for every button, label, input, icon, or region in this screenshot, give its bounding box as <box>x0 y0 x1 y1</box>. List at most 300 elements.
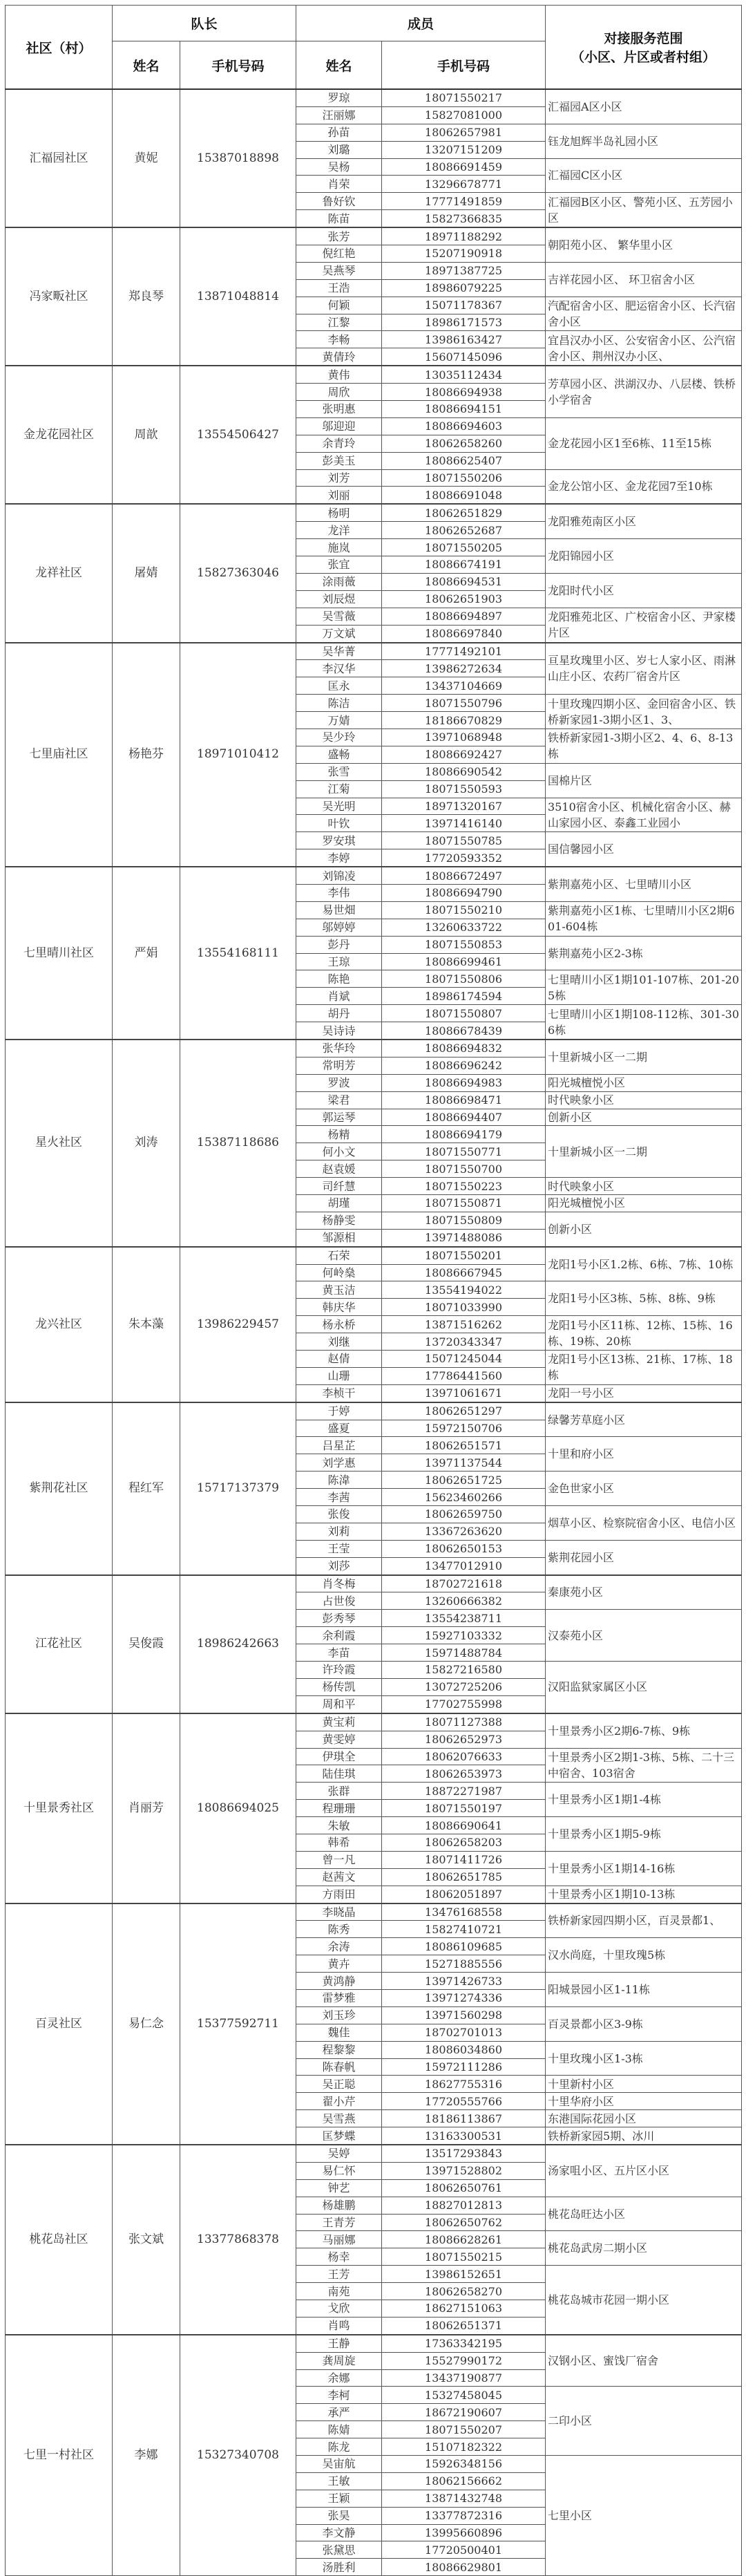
leader-name: 易仁念 <box>113 1903 180 2145</box>
member-phone: 18086697840 <box>382 625 546 642</box>
member-phone: 18086694531 <box>382 573 546 590</box>
member-name: 陈苗 <box>296 210 382 227</box>
member-phone: 15071178367 <box>382 297 546 314</box>
member-phone: 15972150706 <box>382 1420 546 1437</box>
member-name: 彭丹 <box>296 936 382 953</box>
member-phone: 13871432748 <box>382 2490 546 2507</box>
member-name: 刘玉珍 <box>296 2006 382 2024</box>
member-name: 陈洁 <box>296 695 382 712</box>
member-name: 司纤慧 <box>296 1178 382 1195</box>
service-area <box>546 1748 742 1783</box>
member-phone: 13207151209 <box>382 141 546 158</box>
community-name: 星火社区 <box>6 1040 113 1247</box>
member-name: 余娜 <box>296 2369 382 2387</box>
member-name: 石荣 <box>296 1247 382 1264</box>
member-phone: 15623460266 <box>382 1489 546 1506</box>
table-row <box>6 1903 742 1921</box>
member-phone: 18071550771 <box>382 1143 546 1160</box>
member-name: 张黛思 <box>296 2541 382 2559</box>
member-phone: 18071411726 <box>382 1851 546 1868</box>
member-phone: 18071550201 <box>382 1247 546 1264</box>
member-name: 盛夏 <box>296 1420 382 1437</box>
service-area-text: 龙阳雅苑南区小区 <box>548 515 637 529</box>
service-area <box>546 1195 742 1212</box>
member-phone: 13035112434 <box>382 366 546 383</box>
service-area-text: 吉祥花园小区、 环卫宿舍小区 <box>548 272 696 286</box>
service-area-text: 龙阳锦园小区 <box>548 549 615 563</box>
service-area-text: 二印小区 <box>548 2414 593 2428</box>
member-name: 何岭燊 <box>296 1264 382 1281</box>
member-phone: 18827012813 <box>382 2197 546 2214</box>
leader-phone: 15327340708 <box>180 2335 296 2576</box>
service-area <box>546 2456 742 2576</box>
member-phone: 18071550700 <box>382 1160 546 1178</box>
member-phone: 13476168558 <box>382 1903 546 1921</box>
service-area <box>546 936 742 970</box>
leader-phone: 13986229457 <box>180 1247 296 1402</box>
service-area <box>546 2006 742 2041</box>
service-area <box>546 2093 742 2110</box>
service-area <box>546 262 742 297</box>
leader-name: 肖丽芳 <box>113 1713 180 1903</box>
service-area-text: 铁桥新家园1-3期小区2、4、6、8-13栋 <box>548 731 734 761</box>
service-area-text: 十里景秀小区2期6-7栋、9栋 <box>548 1724 691 1738</box>
member-name: 汪丽娜 <box>296 106 382 124</box>
member-name: 胡瑾 <box>296 1195 382 1212</box>
service-area-text: 龙阳1号小区1.2栋、6栋、7栋、10栋 <box>548 1257 734 1271</box>
service-area-text: 芳草园小区、洪湖汉办、八层楼、铁桥小学宿舍 <box>548 377 736 407</box>
member-phone: 18062051897 <box>382 1886 546 1903</box>
member-name: 王青芳 <box>296 2214 382 2231</box>
service-area <box>546 469 742 504</box>
member-phone: 18086694407 <box>382 1109 546 1126</box>
member-name: 王莹 <box>296 1540 382 1557</box>
member-phone: 18071550809 <box>382 1212 546 1229</box>
service-area-text: 十里玫瑰小区1-3栋 <box>548 2051 643 2065</box>
table-row <box>6 1713 742 1731</box>
member-phone: 13163300531 <box>382 2127 546 2145</box>
leader-name: 程红军 <box>113 1402 180 1575</box>
member-phone: 18086694938 <box>382 384 546 401</box>
member-phone: 15207190918 <box>382 245 546 263</box>
service-area <box>546 1316 742 1351</box>
member-name: 李苗 <box>296 1644 382 1662</box>
member-name: 吴雪薇 <box>296 608 382 625</box>
service-area-text: 国信馨园小区 <box>548 843 615 856</box>
member-name: 龚周旋 <box>296 2352 382 2369</box>
member-name: 刘芳 <box>296 469 382 487</box>
member-name: 吴雪燕 <box>296 2110 382 2127</box>
service-area <box>546 1247 742 1281</box>
member-phone: 18086690542 <box>382 763 546 780</box>
service-area-text: 十里和府小区 <box>548 1447 615 1461</box>
member-phone: 13367263620 <box>382 1523 546 1540</box>
member-phone: 13554194022 <box>382 1281 546 1299</box>
service-area <box>546 832 742 867</box>
member-phone: 18062651725 <box>382 1472 546 1489</box>
member-phone: 15971488784 <box>382 1644 546 1662</box>
community-name: 七里庙社区 <box>6 643 113 867</box>
member-name: 江菊 <box>296 780 382 798</box>
service-area <box>546 1437 742 1472</box>
community-name: 紫荆花社区 <box>6 1402 113 1575</box>
member-phone: 18071550217 <box>382 89 546 106</box>
member-name: 万文斌 <box>296 625 382 642</box>
service-area <box>546 366 742 417</box>
member-name: 雷梦雅 <box>296 1989 382 2006</box>
service-area-text: 阳光城檀悦小区 <box>548 1196 626 1210</box>
member-name: 罗安琪 <box>296 832 382 849</box>
member-phone: 18062652687 <box>382 522 546 539</box>
member-name: 韩希 <box>296 1834 382 1851</box>
member-phone: 18086694179 <box>382 1126 546 1143</box>
member-name: 肖鸣 <box>296 2317 382 2334</box>
service-area <box>546 2335 742 2387</box>
member-name: 余涛 <box>296 1938 382 1955</box>
service-area-text: 桃花岛城市花园一期小区 <box>548 2293 670 2306</box>
member-name: 黄伟 <box>296 366 382 383</box>
service-area <box>546 643 742 695</box>
leader-phone: 13871048814 <box>180 227 296 366</box>
leader-name: 张文斌 <box>113 2145 180 2335</box>
member-name: 刘丽 <box>296 487 382 504</box>
member-name: 杨永桥 <box>296 1316 382 1333</box>
service-area <box>546 539 742 574</box>
member-phone: 18071127388 <box>382 1713 546 1731</box>
service-area <box>546 1662 742 1713</box>
service-area-text: 秦康苑小区 <box>548 1586 604 1599</box>
member-phone: 15071245044 <box>382 1351 546 1368</box>
service-area <box>546 970 742 1005</box>
member-phone: 18071033990 <box>382 1299 546 1316</box>
member-phone: 17771491859 <box>382 193 546 210</box>
member-phone: 13986152651 <box>382 2266 546 2283</box>
member-phone: 18086628261 <box>382 2231 546 2248</box>
service-area-text: 十里景秀小区1期5-9栋 <box>548 1827 661 1841</box>
service-area <box>546 798 742 832</box>
service-area-text: 阳城景园小区1-11栋 <box>548 1982 650 1996</box>
member-phone: 18071550197 <box>382 1800 546 1817</box>
member-name: 杨明 <box>296 504 382 521</box>
member-phone: 18062651297 <box>382 1402 546 1420</box>
service-area <box>546 608 742 642</box>
service-area-text: 创新小区 <box>548 1222 593 1236</box>
service-area-text: 桃花岛旺达小区 <box>548 2207 626 2221</box>
member-name: 李畅 <box>296 331 382 348</box>
member-phone: 18186113867 <box>382 2110 546 2127</box>
service-area <box>546 1610 742 1662</box>
leader-name: 朱本藻 <box>113 1247 180 1402</box>
member-phone: 18062653973 <box>382 1765 546 1783</box>
service-area-text: 龙阳雅苑北区、广校宿舍小区、尹家楼片区 <box>548 610 736 640</box>
leader-name: 刘涛 <box>113 1040 180 1247</box>
service-area-text: 金龙花园小区1至6栋、11至15栋 <box>548 437 712 451</box>
member-name: 黄玉洁 <box>296 1281 382 1299</box>
header-member-phone: 手机号码 <box>382 41 546 90</box>
service-area <box>546 728 742 763</box>
table-row <box>6 366 742 383</box>
member-phone: 18071550223 <box>382 1178 546 1195</box>
service-area <box>546 695 742 729</box>
service-area <box>546 227 742 262</box>
member-name: 王琼 <box>296 953 382 970</box>
service-area-text: 十里景秀小区1期1-4栋 <box>548 1793 661 1807</box>
service-area-text: 百灵景都小区3-9栋 <box>548 2017 643 2031</box>
member-phone: 18062657981 <box>382 124 546 141</box>
member-name: 张雪 <box>296 763 382 780</box>
member-name: 周和平 <box>296 1695 382 1713</box>
service-area-text: 七里晴川小区1期108-112栋、301-306栋 <box>548 1007 740 1037</box>
service-area-text: 金色世家小区 <box>548 1482 615 1496</box>
member-name: 江黎 <box>296 314 382 331</box>
member-phone: 13971274336 <box>382 1989 546 2006</box>
member-phone: 18071550207 <box>382 2421 546 2438</box>
member-name: 杨传凯 <box>296 1678 382 1695</box>
service-area-text: 时代映象小区 <box>548 1179 615 1193</box>
service-area-text: 绿馨芳草庭小区 <box>548 1413 626 1427</box>
community-service-table <box>5 5 742 2576</box>
service-area <box>546 867 742 901</box>
community-name: 冯家畈社区 <box>6 227 113 366</box>
member-name: 赵袁媛 <box>296 1160 382 1178</box>
member-phone: 13377872316 <box>382 2507 546 2524</box>
table-row <box>6 2145 742 2162</box>
member-phone: 15527990172 <box>382 2352 546 2369</box>
member-phone: 18971188292 <box>382 227 546 245</box>
member-name: 许玲霞 <box>296 1662 382 1679</box>
table-row <box>6 227 742 245</box>
member-phone: 13986272634 <box>382 660 546 677</box>
member-name: 李晓晶 <box>296 1903 382 1921</box>
member-phone: 18086678439 <box>382 1022 546 1040</box>
member-name: 罗琼 <box>296 89 382 106</box>
member-name: 余利霞 <box>296 1627 382 1644</box>
member-name: 涂雨薇 <box>296 573 382 590</box>
member-name: 南苑 <box>296 2283 382 2300</box>
member-phone: 18086691459 <box>382 158 546 176</box>
member-phone: 18062650761 <box>382 2179 546 2197</box>
member-name: 朱敏 <box>296 1817 382 1834</box>
service-area-text: 紫荆嘉苑小区2-3栋 <box>548 946 643 960</box>
member-name: 何小文 <box>296 1143 382 1160</box>
member-phone: 18071550807 <box>382 1005 546 1022</box>
service-area-text: 龙阳一号小区 <box>548 1386 615 1400</box>
member-name: 杨静雯 <box>296 1212 382 1229</box>
member-phone: 18086696242 <box>382 1057 546 1074</box>
member-phone: 17363342195 <box>382 2335 546 2352</box>
member-name: 王静 <box>296 2335 382 2352</box>
service-area <box>546 1938 742 1973</box>
service-area-text: 汉钢小区、蜜饯厂宿舍 <box>548 2354 659 2368</box>
member-name: 于婷 <box>296 1402 382 1420</box>
member-name: 黄宝莉 <box>296 1713 382 1731</box>
service-area-text: 龙阳1号小区13栋、21栋、17栋、18栋 <box>548 1353 733 1382</box>
member-phone: 18186670829 <box>382 712 546 729</box>
member-name: 王浩 <box>296 279 382 297</box>
member-phone: 18086674191 <box>382 556 546 574</box>
member-name: 肖斌 <box>296 988 382 1005</box>
member-phone: 18071550806 <box>382 970 546 988</box>
service-area <box>546 1109 742 1126</box>
member-name: 刘学惠 <box>296 1454 382 1472</box>
member-phone: 13437190877 <box>382 2369 546 2387</box>
header-service-area-line2: （小区、片区或者村组） <box>571 50 716 65</box>
member-phone: 13517293843 <box>382 2145 546 2162</box>
service-area <box>546 193 742 227</box>
member-phone: 18062651571 <box>382 1437 546 1454</box>
service-area <box>546 2041 742 2076</box>
table-body <box>6 89 742 2576</box>
service-area-text: 十里新城小区一二期 <box>548 1145 648 1158</box>
member-name: 汤胜利 <box>296 2559 382 2576</box>
member-phone: 13971560298 <box>382 2006 546 2024</box>
member-name: 邬婷婷 <box>296 919 382 936</box>
member-phone: 18086672497 <box>382 867 546 884</box>
member-name: 刘辰煜 <box>296 590 382 608</box>
service-area-text: 紫荆嘉苑小区1栋、七里晴川小区2期601-604栋 <box>548 904 735 934</box>
member-name: 王颖 <box>296 2490 382 2507</box>
member-phone: 18986174594 <box>382 988 546 1005</box>
member-name: 陈湋 <box>296 1472 382 1489</box>
member-phone: 13995660896 <box>382 2524 546 2541</box>
member-phone: 18071550796 <box>382 695 546 712</box>
header-service-area <box>546 6 742 90</box>
member-name: 刘莉 <box>296 1523 382 1540</box>
leader-name: 吴俊霞 <box>113 1575 180 1713</box>
member-phone: 18071550871 <box>382 1195 546 1212</box>
member-phone: 18702701013 <box>382 2024 546 2041</box>
member-phone: 18627755316 <box>382 2076 546 2093</box>
member-name: 李文静 <box>296 2524 382 2541</box>
member-name: 张昊 <box>296 2507 382 2524</box>
service-area-text: 金龙公馆小区、金龙花园7至10栋 <box>548 480 713 493</box>
service-area <box>546 1074 742 1091</box>
member-phone: 18062156662 <box>382 2472 546 2490</box>
service-area <box>546 1281 742 1316</box>
member-phone: 18062650762 <box>382 2214 546 2231</box>
service-area-text: 铁桥新家园5期、冰川 <box>548 2129 655 2143</box>
member-name: 吴杨 <box>296 158 382 176</box>
member-name: 程黎黎 <box>296 2041 382 2058</box>
service-area-text: 汉水尚庭，十里玫瑰5栋 <box>548 1948 666 1962</box>
member-name: 李伟 <box>296 884 382 901</box>
service-area <box>546 1506 742 1541</box>
service-area <box>546 504 742 538</box>
member-name: 龙洋 <box>296 522 382 539</box>
member-name: 梁君 <box>296 1091 382 1109</box>
member-name: 匡梦蝶 <box>296 2127 382 2145</box>
member-name: 叶钦 <box>296 815 382 832</box>
member-name: 陆佳琪 <box>296 1765 382 1783</box>
member-phone: 13296678771 <box>382 176 546 193</box>
service-area <box>546 1178 742 1195</box>
leader-name: 严娟 <box>113 867 180 1040</box>
member-name: 吴婷 <box>296 2145 382 2162</box>
member-phone: 18086629801 <box>382 2559 546 2576</box>
member-name: 山珊 <box>296 1367 382 1384</box>
header-service-area-line1: 对接服务范围 <box>604 31 683 46</box>
member-name: 张群 <box>296 1783 382 1800</box>
member-name: 陈婧 <box>296 2421 382 2438</box>
community-name: 七里一村社区 <box>6 2335 113 2576</box>
member-phone: 15972111286 <box>382 2058 546 2076</box>
member-phone: 13260666382 <box>382 1592 546 1610</box>
service-area <box>546 763 742 798</box>
member-phone: 18062651785 <box>382 1868 546 1886</box>
service-area <box>546 1540 742 1574</box>
member-name: 肖冬梅 <box>296 1575 382 1592</box>
member-name: 鲁好钦 <box>296 193 382 210</box>
leader-phone: 18986242663 <box>180 1575 296 1713</box>
table-row <box>6 1575 742 1592</box>
service-area-text: 龙阳1号小区3栋、5栋、8栋、9栋 <box>548 1292 716 1306</box>
member-phone: 13554238711 <box>382 1610 546 1627</box>
service-area <box>546 417 742 469</box>
member-phone: 18086694151 <box>382 401 546 418</box>
member-phone: 18086694603 <box>382 417 546 435</box>
member-name: 彭美玉 <box>296 452 382 469</box>
member-phone: 18086694983 <box>382 1074 546 1091</box>
member-phone: 18071550593 <box>382 780 546 798</box>
service-area-text: 汇福园C区小区 <box>548 169 623 182</box>
member-name: 李汉华 <box>296 660 382 677</box>
member-phone: 13720343347 <box>382 1333 546 1351</box>
member-name: 盛畅 <box>296 746 382 763</box>
member-name: 常明芳 <box>296 1057 382 1074</box>
member-name: 李桢干 <box>296 1384 382 1402</box>
member-name: 吴宙航 <box>296 2456 382 2473</box>
member-phone: 15927103332 <box>382 1627 546 1644</box>
member-name: 黄倩玲 <box>296 348 382 366</box>
member-phone: 17720500401 <box>382 2541 546 2559</box>
table-row <box>6 1247 742 1264</box>
service-area <box>546 158 742 193</box>
member-phone: 18071550853 <box>382 936 546 953</box>
service-area-text: 十里景秀小区1期14-16栋 <box>548 1861 676 1875</box>
member-phone: 18062651829 <box>382 504 546 521</box>
member-phone: 18086690641 <box>382 1817 546 1834</box>
leader-name: 屠婧 <box>113 504 180 642</box>
member-phone: 18872271987 <box>382 1783 546 1800</box>
service-area <box>546 1126 742 1178</box>
community-name: 汇福园社区 <box>6 89 113 227</box>
service-area-text: 十里华府小区 <box>548 2094 615 2108</box>
member-name: 周欣 <box>296 384 382 401</box>
member-phone: 18086698471 <box>382 1091 546 1109</box>
member-name: 李柯 <box>296 2387 382 2404</box>
member-phone: 17720593352 <box>382 849 546 867</box>
table-row <box>6 1040 742 1057</box>
member-name: 余青玲 <box>296 435 382 452</box>
member-name: 匡永 <box>296 677 382 695</box>
member-name: 肖荣 <box>296 176 382 193</box>
service-area <box>546 1472 742 1506</box>
member-phone: 18986079225 <box>382 279 546 297</box>
service-area <box>546 1384 742 1402</box>
service-area <box>546 573 742 608</box>
member-phone: 18071550206 <box>382 469 546 487</box>
member-phone: 18071550785 <box>382 832 546 849</box>
member-phone: 18086667945 <box>382 1264 546 1281</box>
member-phone: 18071550210 <box>382 901 546 919</box>
service-area <box>546 901 742 936</box>
member-name: 黄雯婷 <box>296 1731 382 1748</box>
member-phone: 18086625407 <box>382 452 546 469</box>
member-name: 胡丹 <box>296 1005 382 1022</box>
member-name: 邬迎迎 <box>296 417 382 435</box>
member-phone: 13971068948 <box>382 728 546 746</box>
service-area-text: 汇福园B区小区、警苑小区、五芳园小区 <box>548 195 733 225</box>
